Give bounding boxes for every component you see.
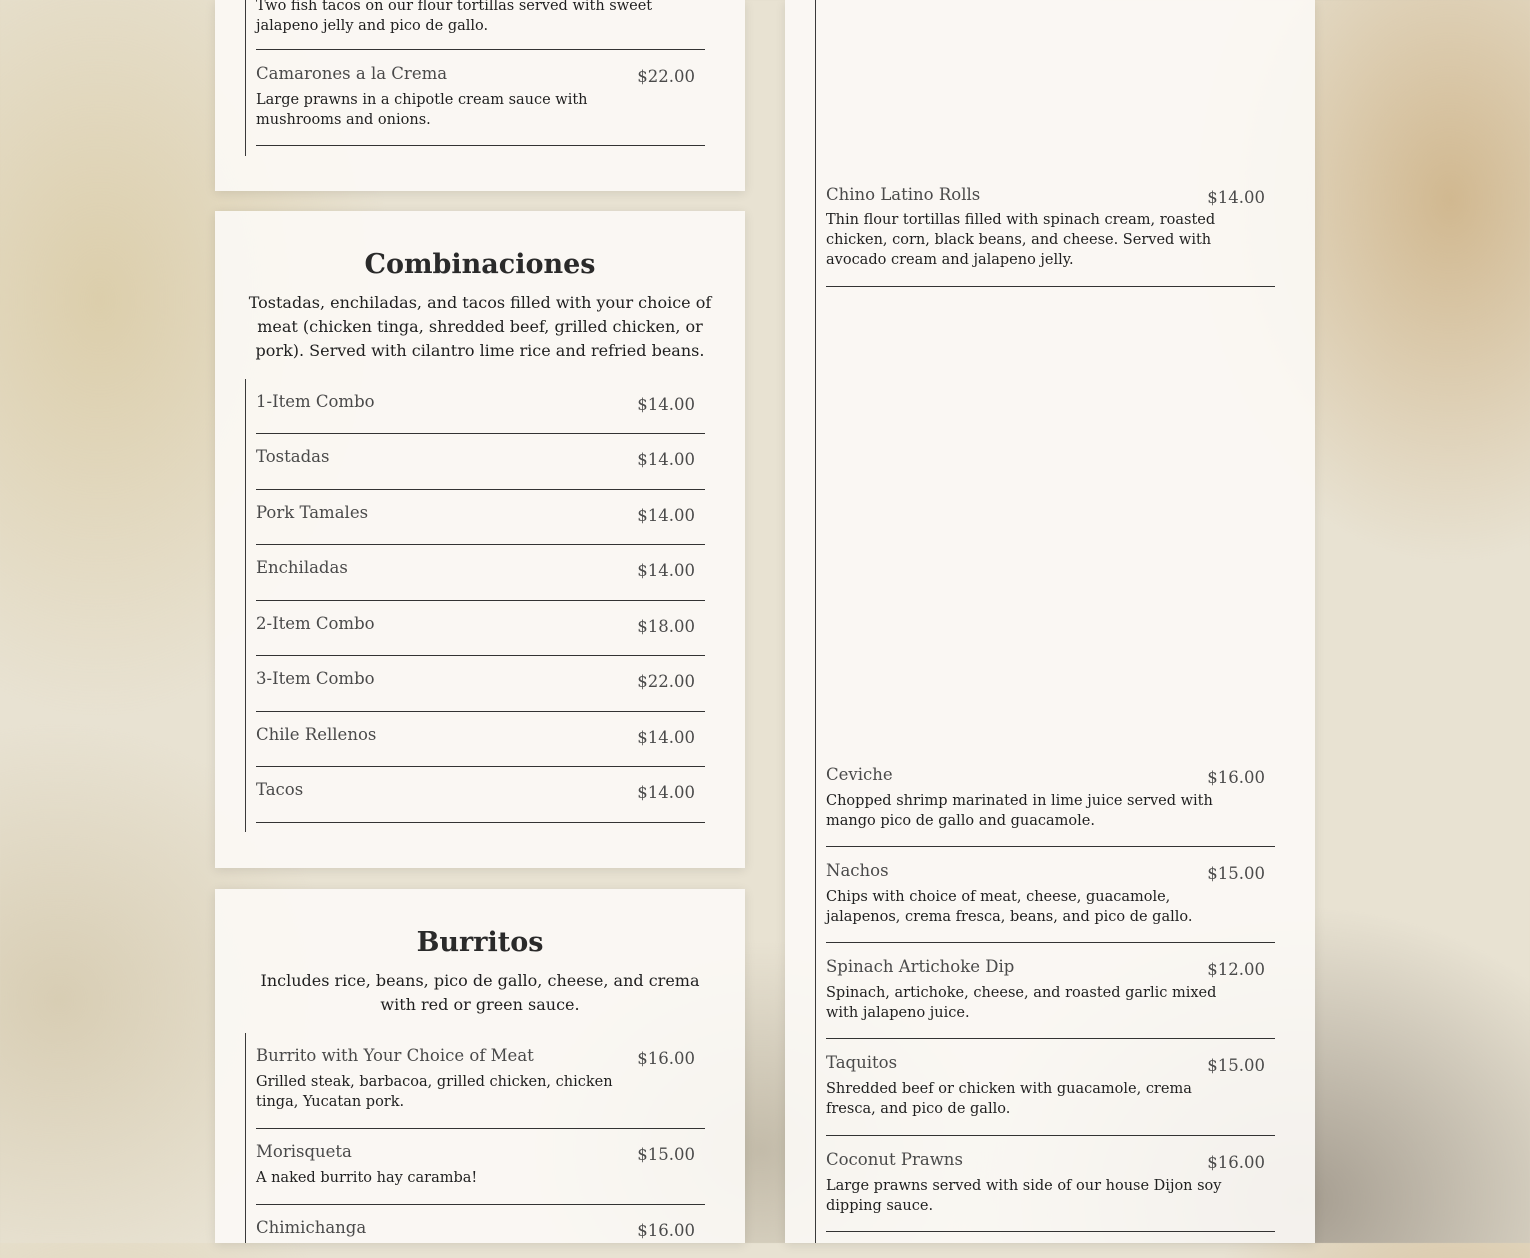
menu-section-card-top [215, 0, 745, 191]
menu-item-name: Taquitos [826, 1053, 898, 1072]
menu-item-price: $15.00 [1207, 1056, 1265, 1075]
menu-item-price: $18.00 [637, 617, 695, 636]
menu-item-price: $16.00 [637, 1221, 695, 1240]
menu-item-name: Morisqueta [256, 1142, 352, 1161]
menu-item-desc: Chopped shrimp marinated in lime juice served with mango pico de gallo and guacamole. [826, 793, 1213, 829]
menu-item-name: Spinach Artichoke Dip [826, 957, 1015, 976]
menu-item-desc: Spinach, artichoke, cheese, and roasted garlic mixed with jalapeno juice. [826, 985, 1217, 1021]
menu-item [826, 1150, 1275, 1232]
menu-item-price: $22.00 [637, 672, 695, 691]
menu-item-price: $16.00 [1207, 1153, 1265, 1172]
menu-item-desc: Thin flour tortillas filled with spinach cream, roasted chicken, corn, black beans, and cheese. Served with avocado cream and jalapeno jelly. [826, 212, 1216, 268]
menu-item-name: Enchiladas [256, 558, 348, 577]
menu-item [256, 614, 705, 656]
menu-item-price: $14.00 [1207, 188, 1265, 207]
section-divider-line [245, 379, 246, 832]
menu-item-desc: A naked burrito hay caramba! [256, 1170, 478, 1186]
menu-section-card-burritos [215, 889, 745, 1243]
menu-item [256, 1046, 705, 1129]
menu-item [256, 1218, 705, 1258]
menu-item-price: $12.00 [1207, 960, 1265, 979]
menu-item-desc: Grilled steak, barbacoa, grilled chicken, chicken tinga, Yucatan pork. [256, 1074, 613, 1110]
menu-item-desc: Shredded beef or chicken with guacamole, crema fresca, and pico de gallo. [826, 1081, 1192, 1117]
section-divider-line [815, 0, 816, 1243]
section-description: Includes rice, beans, pico de gallo, cheese, and crema with red or green sauce. [260, 971, 700, 1014]
menu-item [826, 957, 1275, 1039]
menu-item-name: Ceviche [826, 765, 893, 784]
menu-item-desc: Large prawns in a chipotle cream sauce with mushrooms and onions. [256, 92, 588, 128]
menu-item [826, 185, 1275, 287]
menu-item-price: $14.00 [637, 506, 695, 525]
menu-item-name: Chile Rellenos [256, 725, 377, 744]
menu-item-name: Nachos [826, 861, 889, 880]
menu-item-price: $22.00 [637, 67, 695, 86]
menu-item-price: $14.00 [637, 728, 695, 747]
menu-item-desc: Large prawns served with side of our house Dijon soy dipping sauce. [826, 1178, 1222, 1214]
section-description: Tostadas, enchiladas, and tacos filled with your choice of meat (chicken tinga, shredded beef, grilled chicken, or pork). Served with cilantro lime rice and refried beans. [248, 293, 712, 360]
menu-item [256, 725, 705, 767]
menu-item-price: $14.00 [637, 783, 695, 802]
menu-item-name: Tacos [256, 780, 304, 799]
menu-item [256, 447, 705, 490]
menu-item [256, 503, 705, 545]
menu-item-price: $16.00 [1207, 768, 1265, 787]
menu-item-desc: Two fish tacos on our flour tortillas served with sweet jalapeno jelly and pico de gallo. [256, 0, 653, 34]
menu-item [256, 1142, 705, 1205]
menu-item-name: 2-Item Combo [256, 614, 375, 633]
menu-item-name: Coconut Prawns [826, 1150, 963, 1169]
menu-item-price: $16.00 [637, 1049, 695, 1068]
section-title: Burritos [416, 927, 544, 958]
menu-item [826, 1053, 1275, 1136]
menu-item-name: 1-Item Combo [256, 392, 375, 411]
section-title: Combinaciones [364, 249, 596, 280]
menu-item [256, 0, 705, 50]
menu-item-price: $15.00 [1207, 864, 1265, 883]
menu-item-desc: Chips with choice of meat, cheese, guacamole, jalapenos, crema fresca, beans, and pico de gallo. [826, 889, 1193, 925]
menu-item-name: Chino Latino Rolls [826, 185, 981, 204]
section-divider-line [245, 1033, 246, 1243]
menu-item-name: 3-Item Combo [256, 669, 375, 688]
menu-item [256, 392, 705, 434]
menu-item-price: $14.00 [637, 450, 695, 469]
menu-section-card-combinaciones [215, 211, 745, 868]
menu-item-name: Chimichanga [256, 1218, 367, 1237]
menu-item-price: $14.00 [637, 561, 695, 580]
menu-item-name: Pork Tamales [256, 503, 369, 522]
menu-item-name: Camarones a la Crema [256, 64, 448, 83]
menu-item [826, 861, 1275, 943]
menu-item [256, 669, 705, 712]
menu-item-name: Burrito with Your Choice of Meat [256, 1046, 534, 1065]
menu-item [256, 64, 705, 146]
menu-item [256, 558, 705, 601]
menu-item-price: $15.00 [637, 1145, 695, 1164]
menu-section-card-right [785, 0, 1315, 1243]
menu-item-price: $14.00 [637, 395, 695, 414]
menu-item-name: Tostadas [256, 447, 330, 466]
menu-item [826, 765, 1275, 847]
section-divider-line [245, 0, 246, 156]
menu-item [256, 780, 705, 823]
